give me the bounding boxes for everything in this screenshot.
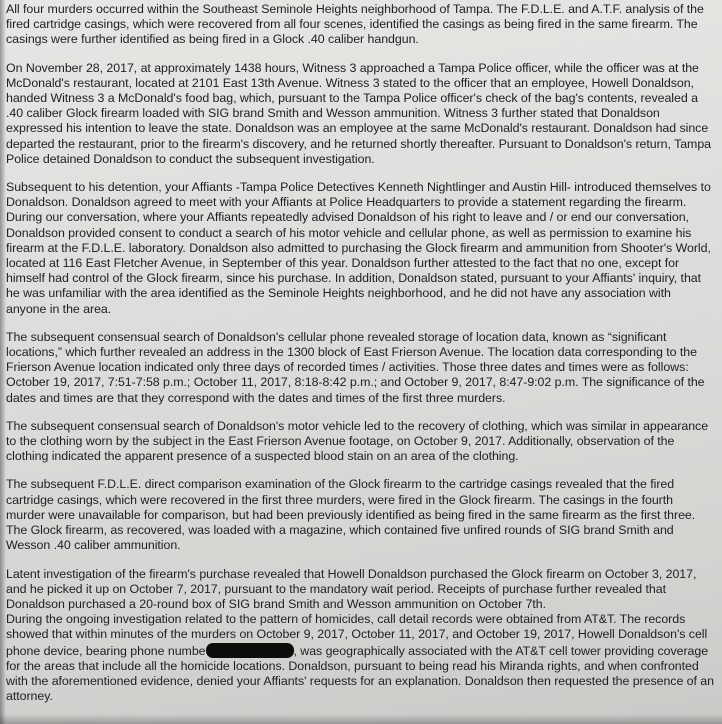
paragraph-witness-3: On November 28, 2017, at approximately 1438 hours, Witness 3 approached a Tampa Police officer, while the officer was at the McDonald's restaurant, located at 2101 East 13th Avenue. Witness 3 stated to the officer that an employee, Howell Donaldson, handed Witness 3 a McDonald's food bag, which, pursuant to the Tampa Police officer's check of the bag's contents, revealed a .40 caliber Glock firearm loaded with SIG brand Smith and Wesson ammunition. Witness 3 further stated that Donaldson expressed his intention to leave the state. Donaldson was an employee at the same McDonald's restaurant. Donaldson had since departed the restaurant, prior to the firearm's discovery, and he returned shortly thereafter. Pursuant to Donaldson's return, Tampa Police detained Donaldson to conduct the subsequent investigation. (6, 60, 712, 166)
paragraph-call-records (6, 612, 714, 704)
paragraph-fdle-comparison: The subsequent F.D.L.E. direct comparison examination of the Glock firearm to the cartridge casings revealed that the fired cartridge casings, which were recovered in the first three murders, were fired in the Glock firearm. The casings in the fourth murder were unavailable for comparison, but had been previously identified as being fired in the same firearm as the first three. The Glock firearm, as recovered, was loaded with a magazine, which contained five unfired rounds of SIG brand Smith and Wesson .40 caliber ammunition. (6, 477, 696, 553)
call-records-text-after: , was geographically associated with the AT&T cell tower providing coverage for the areas that include all the homicide locations. Donaldson, pursuant to being read his Miranda rights, and when confronted with the aforementioned evidence, denied your Affiants' requests for an explanation. Donaldson then requested the presence of an attorney. (6, 643, 714, 704)
paragraph-firearm-analysis: All four murders occurred within the Southeast Seminole Heights neighborhood of Tampa. The F.D.L.E. and A.T.F. analysis of the fired cartridge casings, which were recovered from all four scenes, identified the casings as being fired in the same firearm. The casings were further identified as being fired in a Glock .40 caliber handgun. (6, 2, 704, 47)
paragraph-detention-interview: Subsequent to his detention, your Affiants -Tampa Police Detectives Kenneth Nightlinger and Austin Hill- introduced themselves to Donaldson. Donaldson agreed to meet with your Affiants at Police Headquarters to provide a statement regarding the firearm. During our conversation, where your Affiants repeatedly advised Donaldson of his right to leave and / or end our conversation, Donaldson provided consent to conduct a search of his motor vehicle and cellular phone, as well as permission to examine his firearm at the F.D.L.E. laboratory. Donaldson also admitted to purchasing the Glock firearm and ammunition from Shooter's World, located at 116 East Fletcher Avenue, in September of this year. Donaldson further attested to the fact that no one, except for himself had control of the Glock firearm, since his purchase. In addition, Donaldson stated, pursuant to your Affiants' inquiry, that he was unfamiliar with the area identified as the Seminole Heights neighborhood, and he did not have any association with anyone in the area. (6, 180, 711, 316)
call-records-text-before: During the ongoing investigation related to the pattern of homicides, call detail records were obtained from AT&T. The records showed that within minutes of the murders on October 9, 2017, October 11, 2017, and October 19, 2017, Howell Donaldson's cell phone device, bearing phone numbe (6, 612, 708, 658)
paragraph-vehicle-search: The subsequent consensual search of Donaldson's motor vehicle led to the recovery of clothing, which was similar in appearance to the clothing worn by the subject in the East Frierson Avenue footage, on October 9, 2017. Additionally, observation of the clothing indicated the apparent presence of a suspected blood stain on an area of the clothing. (6, 418, 709, 464)
paragraph-purchase-investigation: Latent investigation of the firearm's purchase revealed that Howell Donaldson purchased the Glock firearm on October 3, 2017, and he picked it up on October 7, 2017, pursuant to the mandatory wait period. Receipts of purchase further revealed that Donaldson purchased a 20-round box of SIG brand Smith and Wesson ammunition on October 7th. (6, 566, 697, 611)
redaction-bar (206, 643, 294, 658)
paragraph-phone-location-data: The subsequent consensual search of Donaldson's cellular phone revealed storage of location data, known as “significant locations,” which further revealed an address in the 1300 block of East Frierson Avenue. The location data corresponding to the Frierson Avenue location indicated only three days of recorded times / activities. Those three dates and times were as follows: October 19, 2017, 7:51-7:58 p.m.; October 11, 2017, 8:18-8:42 p.m.; and October 9, 2017, 8:47-9:02 p.m. The significance of the dates and times are that they correspond with the dates and times of the first three murders. (6, 329, 705, 405)
page-shadow-bottom (0, 714, 722, 724)
